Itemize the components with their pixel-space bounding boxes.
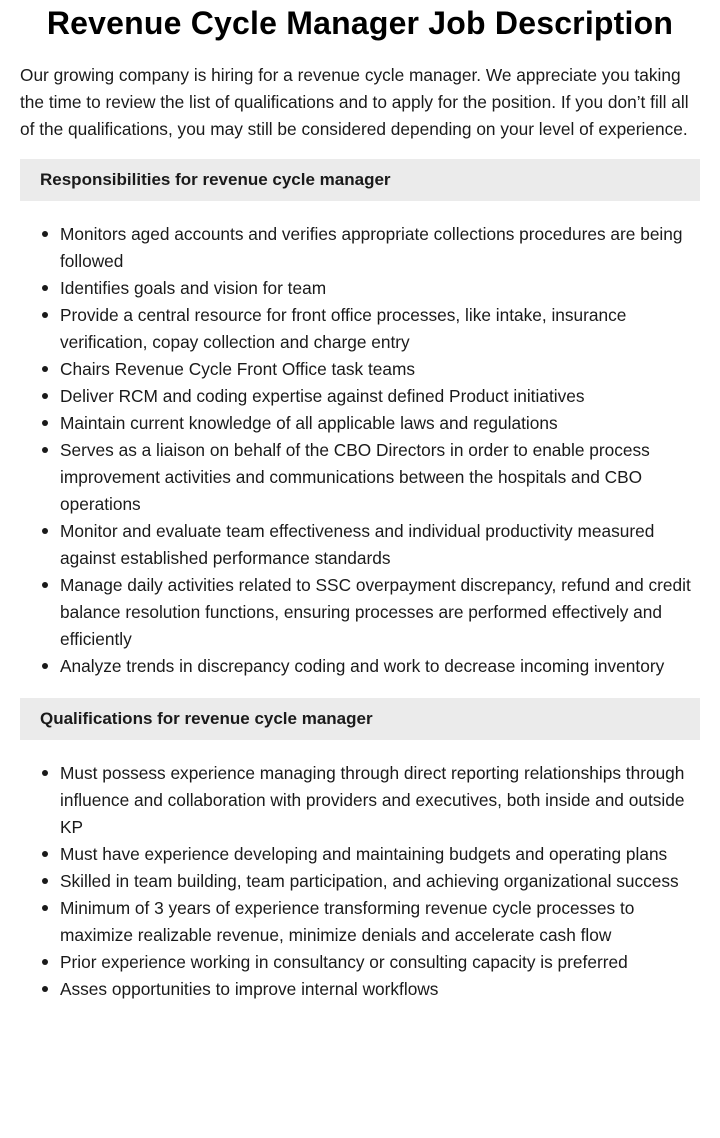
list-item-text: Analyze trends in discrepancy coding and work to decrease incoming inventory xyxy=(60,656,665,676)
bullet-icon xyxy=(42,841,48,868)
list-item xyxy=(60,949,700,976)
responsibilities-header: Responsibilities for revenue cycle manager xyxy=(20,159,700,201)
list-item-text: Identifies goals and vision for team xyxy=(60,278,327,298)
list-item xyxy=(60,653,700,680)
bullet-icon xyxy=(42,653,48,680)
page-title: Revenue Cycle Manager Job Description xyxy=(46,5,674,41)
list-item-text: Maintain current knowledge of all applicable laws and regulations xyxy=(60,413,558,433)
bullet-icon xyxy=(42,410,48,437)
bullet-icon xyxy=(42,275,48,302)
list-item-text: Manage daily activities related to SSC overpayment discrepancy, refund and credit balance resolution functions, ensuring processes are performed effectively and efficiently xyxy=(60,575,691,649)
list-item xyxy=(60,356,700,383)
bullet-icon xyxy=(42,760,48,787)
list-item xyxy=(60,302,700,356)
list-item-text: Prior experience working in consultancy or consulting capacity is preferred xyxy=(60,952,628,972)
bullet-icon xyxy=(42,572,48,599)
list-item-text: Must possess experience managing through direct reporting relationships through influence and collaboration with providers and executives, both inside and outside KP xyxy=(60,763,685,837)
list-item xyxy=(60,868,700,895)
qualifications-header: Qualifications for revenue cycle manager xyxy=(20,698,700,740)
list-item-text: Provide a central resource for front office processes, like intake, insurance verification, copay collection and charge entry xyxy=(60,305,627,352)
bullet-icon xyxy=(42,518,48,545)
list-item-text: Skilled in team building, team participation, and achieving organizational success xyxy=(60,871,679,891)
list-item xyxy=(60,383,700,410)
list-item xyxy=(60,221,700,275)
list-item-text: Asses opportunities to improve internal workflows xyxy=(60,979,439,999)
bullet-icon xyxy=(42,221,48,248)
bullet-icon xyxy=(42,949,48,976)
qualifications-list xyxy=(20,760,700,1003)
bullet-icon xyxy=(42,356,48,383)
list-item xyxy=(60,410,700,437)
list-item-text: Minimum of 3 years of experience transforming revenue cycle processes to maximize realizable revenue, minimize denials and accelerate cash flow xyxy=(60,898,635,945)
list-item-text: Monitors aged accounts and verifies appropriate collections procedures are being followed xyxy=(60,224,683,271)
bullet-icon xyxy=(42,302,48,329)
list-item-text: Must have experience developing and maintaining budgets and operating plans xyxy=(60,844,668,864)
list-item-text: Serves as a liaison on behalf of the CBO Directors in order to enable process improvement activities and communications between the hospitals and CBO operations xyxy=(60,440,650,514)
list-item xyxy=(60,760,700,841)
bullet-icon xyxy=(42,976,48,1003)
list-item xyxy=(60,895,700,949)
list-item xyxy=(60,437,700,518)
bullet-icon xyxy=(42,437,48,464)
list-item-text: Monitor and evaluate team effectiveness and individual productivity measured against established performance standards xyxy=(60,521,655,568)
list-item-text: Deliver RCM and coding expertise against defined Product initiatives xyxy=(60,386,585,406)
bullet-icon xyxy=(42,895,48,922)
bullet-icon xyxy=(42,868,48,895)
list-item xyxy=(60,572,700,653)
intro-paragraph: Our growing company is hiring for a revenue cycle manager. We appreciate you taking the time to review the list of qualifications and to apply for the position. If you don’t fill all of the qualifications, you may still be considered depending on your level of experience. xyxy=(20,65,689,139)
responsibilities-list xyxy=(20,221,700,680)
bullet-icon xyxy=(42,383,48,410)
list-item-text: Chairs Revenue Cycle Front Office task teams xyxy=(60,359,416,379)
list-item xyxy=(60,841,700,868)
list-item xyxy=(60,275,700,302)
list-item xyxy=(60,976,700,1003)
list-item xyxy=(60,518,700,572)
